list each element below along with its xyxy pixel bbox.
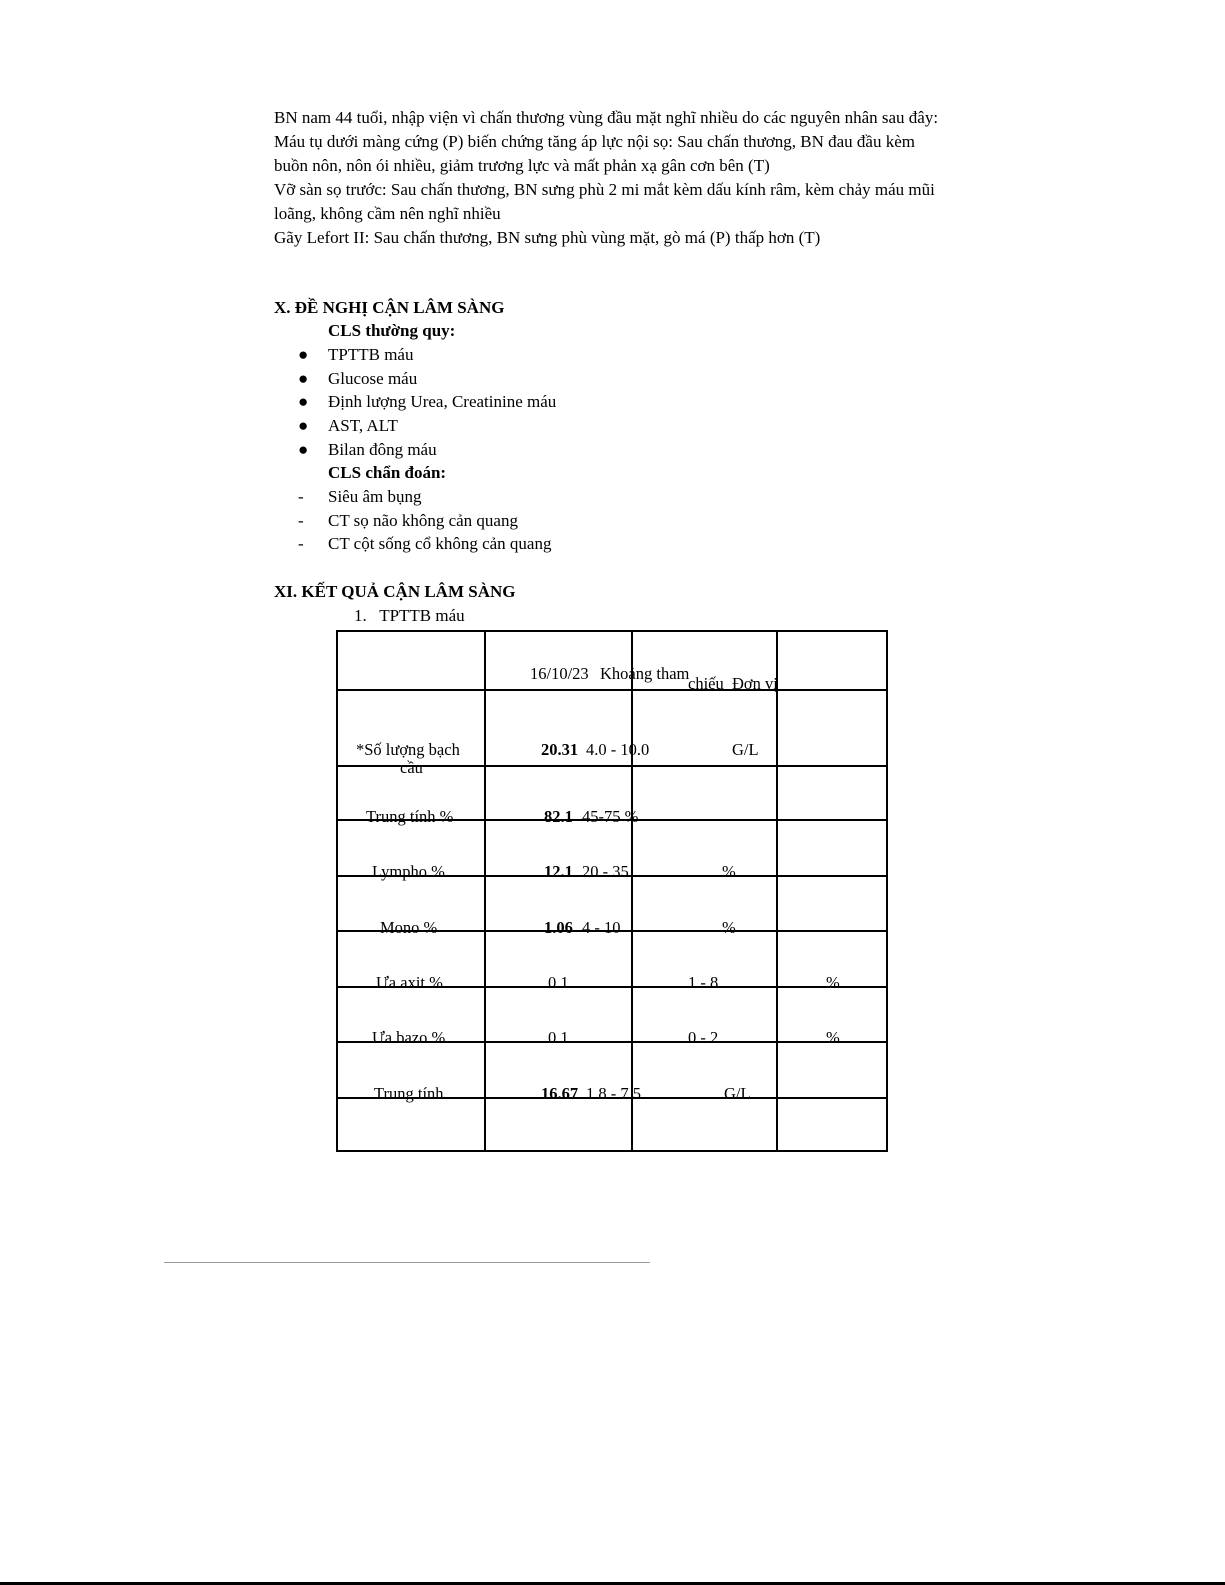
header-ref-2: chiếu	[688, 674, 724, 693]
column-divider	[484, 632, 486, 1150]
table-row-unit: G/L	[724, 1084, 751, 1103]
bullet-icon: ●	[298, 392, 309, 412]
numbered-item-1	[354, 604, 465, 628]
intro-paragraph	[274, 106, 944, 250]
header-ref: Khoảng tham	[600, 664, 690, 683]
table-row-value: 1.06	[544, 918, 573, 937]
item-label: TPTTB máu	[379, 606, 465, 625]
routine-tests-title: CLS thường quy:	[328, 321, 456, 340]
table-row-name: Ưa bazo %	[372, 1028, 446, 1047]
intro-line-4: Gãy Lefort II: Sau chấn thương, BN sưng phù vùng mặt, gò má (P) thấp hơn (T)	[274, 228, 821, 247]
table-row-name-2: cầu	[400, 758, 423, 777]
dash-icon: -	[298, 534, 304, 554]
table-row-name: *Số lượng bạch	[356, 740, 460, 759]
header-date: 16/10/23	[530, 664, 589, 683]
intro-line-3: Vỡ sàn sọ trước: Sau chấn thương, BN sưng phù 2 mi mắt kèm dấu kính râm, kèm chảy máu mũi loãng, không cầm nên nghĩ nhiều	[274, 180, 935, 223]
list-item: ● Bilan đông máu	[298, 438, 556, 462]
bullet-icon: ●	[298, 345, 309, 364]
intro-line-1: BN nam 44 tuổi, nhập viện vì chấn thương vùng đầu mặt nghĩ nhiều do các nguyên nhân sau đây:	[274, 108, 939, 127]
table-row-ref: 1.8 - 7.5	[586, 1084, 641, 1103]
list-item: ● TPTTB máu	[298, 343, 556, 367]
table-row-unit: %	[722, 862, 736, 881]
cbc-results-table	[336, 630, 888, 1152]
table-row-value: 0.1	[548, 1028, 569, 1047]
list-item: - CT cột sống cổ không cản quang	[298, 532, 551, 556]
table-row-unit: G/L	[732, 740, 759, 759]
list-item: - CT sọ não không cản quang	[298, 509, 551, 533]
table-row-ref: 0 - 2	[688, 1028, 719, 1047]
table-row-value: 0.1	[548, 973, 569, 992]
list-item: ● AST, ALT	[298, 414, 556, 438]
column-divider	[631, 632, 633, 1150]
dash-icon: -	[298, 487, 304, 506]
diagnostic-tests-title: CLS chẩn đoán:	[328, 463, 447, 482]
list-item: ● Định lượng Urea, Creatinine máu	[298, 390, 556, 414]
table-row-name: Trung tính %	[366, 807, 454, 826]
table-row-ref: 1 - 8	[688, 973, 719, 992]
row-divider	[338, 689, 886, 691]
intro-line-2: Máu tụ dưới màng cứng (P) biến chứng tăng áp lực nội sọ: Sau chấn thương, BN đau đầu kèm buồn nôn, nôn ói nhiều, giảm trương lực và mất phản xạ gân cơn bên (T)	[274, 132, 915, 175]
list-item: ● Glucose máu	[298, 367, 556, 391]
table-row-value: 12.1	[544, 862, 573, 881]
routine-tests-list	[298, 343, 556, 461]
table-row-ref: 45-75 %	[582, 807, 639, 826]
dash-icon: -	[298, 510, 304, 530]
table-row-name: Mono %	[380, 918, 438, 937]
table-row-value: 16.67	[541, 1084, 579, 1103]
list-item: - Siêu âm bụng	[298, 485, 551, 509]
table-row-value: 82.1	[544, 807, 573, 826]
footer-divider	[164, 1262, 650, 1263]
diagnostic-tests-list	[298, 485, 551, 556]
table-row-unit-col: %	[826, 1028, 840, 1047]
table-row-name: Ưa axit %	[376, 973, 443, 992]
table-row-name: Trung tính	[374, 1084, 444, 1103]
table-row-ref: 20 - 35	[582, 862, 629, 881]
table-row-ref: 4.0 - 10.0	[586, 740, 650, 759]
bullet-icon: ●	[298, 368, 309, 388]
table-row-name: Lympho %	[372, 862, 445, 881]
table-row-ref: 4 - 10	[582, 918, 621, 937]
table-row-unit: %	[722, 918, 736, 937]
bullet-icon: ●	[298, 439, 309, 459]
column-divider	[776, 632, 778, 1150]
bullet-icon: ●	[298, 416, 309, 436]
table-row-value: 20.31	[541, 740, 579, 759]
item-number: 1.	[354, 606, 367, 625]
section-xi-title: XI. KẾT QUẢ CẬN LÂM SÀNG	[274, 582, 516, 601]
table-row-unit-col: %	[826, 973, 840, 992]
header-unit: Đơn vị	[732, 674, 778, 693]
section-x-title: X. ĐỀ NGHỊ CẬN LÂM SÀNG	[274, 298, 505, 317]
